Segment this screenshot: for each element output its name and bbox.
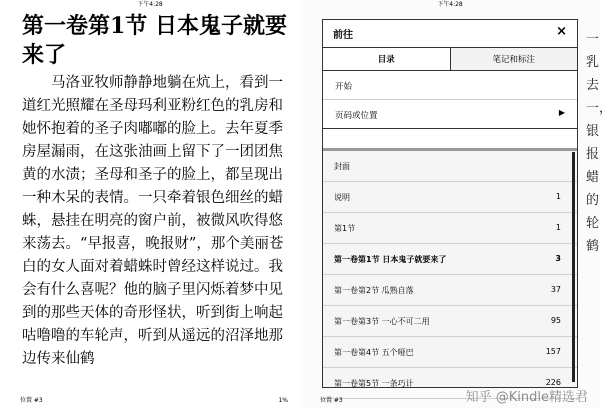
toc-item-location: 95 — [550, 316, 561, 325]
status-time: 下午4:28 — [137, 1, 163, 8]
toc-item-label: 封面 — [334, 162, 350, 171]
location-indicator: 位置 #3 — [320, 397, 343, 404]
toc-item-label: 第一卷第1节 日本鬼子就要来了 — [334, 255, 447, 264]
watermark: 知乎 @Kindle精选君 — [465, 390, 588, 405]
toc-item-location: 1 — [555, 223, 561, 232]
toc-item-label: 第1节 — [334, 224, 356, 233]
toc-item-label: 第一卷第3节 一心不可二用 — [334, 317, 430, 326]
tab-notes-highlights[interactable]: 笔记和标注 — [451, 48, 578, 70]
dialog-header — [323, 20, 577, 48]
menu-item-page-or-location[interactable] — [323, 100, 577, 129]
toc-item-location: 1 — [555, 192, 561, 201]
toc-item-label: 说明 — [334, 193, 350, 202]
toc-item-label: 第一卷第2节 瓜熟自落 — [334, 286, 414, 295]
toc-item-location: 3 — [555, 254, 561, 263]
dialog-title: 前往 — [333, 30, 353, 41]
close-icon[interactable]: × — [556, 24, 567, 39]
goto-screen — [300, 0, 612, 408]
toc-scrollbar[interactable] — [572, 152, 575, 382]
toc-item[interactable] — [323, 213, 577, 244]
toc-list[interactable] — [323, 148, 577, 387]
toc-item-label: 第一卷第4节 五个哑巴 — [334, 348, 414, 357]
location-indicator: 位置 #3 — [20, 397, 43, 404]
menu-item-label: 页码或位置 — [335, 111, 378, 121]
tab-contents[interactable]: 目录 — [323, 48, 451, 70]
toc-item[interactable] — [323, 306, 577, 337]
toc-item-location: 157 — [545, 347, 561, 356]
toc-item[interactable] — [323, 275, 577, 306]
menu-item-label: 开始 — [335, 82, 353, 92]
toc-item-location: 37 — [550, 285, 561, 294]
progress-percent: 1% — [278, 397, 288, 404]
status-time: 下午4:28 — [437, 1, 463, 8]
reading-screen[interactable] — [0, 0, 300, 408]
toc-item[interactable] — [323, 151, 577, 182]
toc-item[interactable] — [323, 182, 577, 213]
chapter-title: 第一卷第1节 日本鬼子就要来了 — [22, 13, 287, 68]
goto-dialog — [322, 19, 578, 388]
chapter-body-text: 马洛亚牧师静静地躺在炕上，看到一道红光照耀在圣母玛利亚粉红色的乳房和她怀抱着的圣子肉嘟嘟的脸上。去年夏季房屋漏雨，在这张油画上留下了一团团焦黄的水渍；圣母和圣子的脸上，都呈现出一种木呆的表情。一只牵着银色细丝的蜡蛛，悬挂在明亮的窗户前，被微风吹得悠来荡去。“早报喜，晚报财”，那个美丽苍白的女人面对着蜡蛛时曾经这样说过。我会有什么喜呢？他的脑子里闪烁着梦中见到的那些天体的奇形怪状，听到街上响起咕噜噜的车轮声，听到从遥远的沼泽地那边传来仙鹤 — [22, 75, 284, 367]
background-reading-text: 一乳去一，银报蜡的轮鹤 — [586, 32, 612, 254]
dialog-tabs — [323, 48, 577, 71]
toc-item-location: 226 — [545, 378, 561, 387]
triangle-right-icon: ▶ — [558, 108, 565, 117]
toc-item[interactable] — [323, 337, 577, 368]
toc-item-label: 第一卷第5节 一条巧计 — [334, 379, 414, 388]
toc-item-current[interactable] — [323, 244, 577, 275]
menu-item-start[interactable] — [323, 71, 577, 100]
